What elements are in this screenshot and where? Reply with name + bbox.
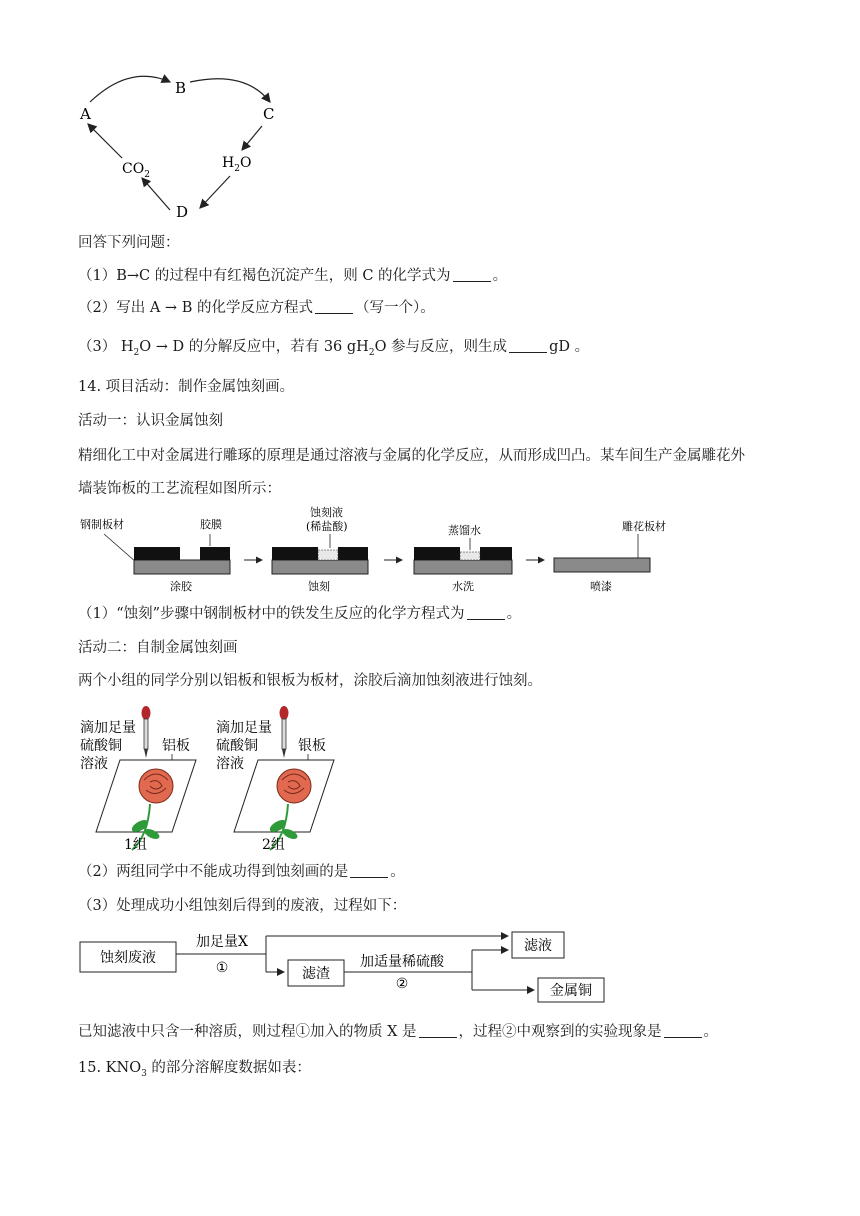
group1-name: 1组 bbox=[124, 837, 147, 852]
film-1a bbox=[134, 547, 180, 560]
arrow-h2o-d bbox=[200, 176, 230, 208]
q14-para2: 墙装饰板的工艺流程如图所示： bbox=[78, 481, 281, 497]
q14-title: 14. 项目活动：制作金属蚀刻画。 bbox=[78, 379, 295, 395]
plate-2 bbox=[272, 560, 368, 574]
answer-blank[interactable] bbox=[350, 863, 388, 878]
node-a: A bbox=[80, 105, 91, 123]
group2-label-1: 滴加足量 bbox=[216, 720, 272, 736]
groups-illustration bbox=[76, 704, 376, 852]
film-2a bbox=[272, 547, 318, 560]
q14-part3: （3）处理成功小组蚀刻后得到的废液，过程如下： bbox=[78, 898, 407, 914]
leader-steel bbox=[104, 534, 136, 562]
acid-pool bbox=[318, 550, 338, 560]
label-carved: 雕花板材 bbox=[622, 520, 666, 533]
q14-para1: 精细化工中对金属进行雕琢的原理是通过溶液与金属的化学反应，从而形成凹凸。某车间生产金属雕花外 bbox=[78, 448, 745, 464]
q13-part2: （2）写出 A → B 的化学反应方程式 （写一个）。 bbox=[78, 300, 435, 316]
label-film: 胶膜 bbox=[200, 518, 222, 531]
arrow-a-b bbox=[90, 76, 170, 102]
water-pool bbox=[460, 552, 480, 560]
residue-label: 滤渣 bbox=[302, 966, 330, 982]
answer-blank[interactable] bbox=[509, 338, 547, 353]
plate-4 bbox=[554, 558, 650, 572]
dropper-icon bbox=[142, 706, 151, 758]
q14-para3: 两个小组的同学分别以铝板和银板为板材，涂胶后滴加蚀刻液进行蚀刻。 bbox=[78, 673, 542, 689]
group1-label-3: 溶液 bbox=[80, 756, 108, 772]
q14-part1: （1）“蚀刻”步骤中钢制板材中的铁发生反应的化学方程式为 。 bbox=[78, 606, 522, 622]
dropper-icon bbox=[280, 706, 289, 758]
group2-label-3: 溶液 bbox=[216, 756, 244, 772]
add-x-label: 加足量X bbox=[196, 934, 248, 950]
step-coating: 涂胶 bbox=[170, 580, 192, 593]
answer-blank[interactable] bbox=[419, 1023, 457, 1038]
step1-marker: ① bbox=[215, 960, 229, 976]
q14-part2: （2）两组同学中不能成功得到蚀刻画的是 。 bbox=[78, 864, 405, 880]
cycle-diagram bbox=[70, 62, 290, 224]
q14-activity2: 活动二：自制金属蚀刻画 bbox=[78, 640, 238, 656]
co2-label: $CO_2$ bbox=[122, 161, 150, 180]
filtrate-label: 滤液 bbox=[524, 938, 552, 954]
step-painting: 喷漆 bbox=[590, 580, 612, 593]
answer-blank[interactable] bbox=[315, 299, 353, 314]
q14-activity1: 活动一：认识金属蚀刻 bbox=[78, 413, 223, 429]
answer-blank[interactable] bbox=[664, 1023, 702, 1038]
waste-label: 蚀刻废液 bbox=[100, 950, 156, 966]
q14-part3b: 已知滤液中只含一种溶质，则过程①加入的物质 X 是 ，过程②中观察到的实验现象是 。 bbox=[78, 1024, 719, 1040]
node-c: C bbox=[263, 105, 275, 123]
arrow-b-c bbox=[190, 79, 270, 102]
group1-plate: 铝板 bbox=[162, 738, 190, 754]
plate-1 bbox=[134, 560, 230, 574]
step2-marker: ② bbox=[395, 976, 409, 992]
waste-process-diagram bbox=[76, 926, 636, 1006]
film-1b bbox=[200, 547, 230, 560]
label-water: 蒸馏水 bbox=[448, 524, 481, 537]
q13-part1: （1）B→C 的过程中有红褐色沉淀产生，则 C 的化学式为 。 bbox=[78, 268, 508, 284]
label-etch-liquid: 蚀刻液 bbox=[310, 506, 343, 519]
right-arrow-icon: → bbox=[160, 300, 182, 316]
film-3a bbox=[414, 547, 460, 560]
group2-plate: 银板 bbox=[298, 738, 326, 754]
arrow-co2-a bbox=[88, 124, 122, 158]
node-b: B bbox=[175, 79, 187, 97]
step-etching: 蚀刻 bbox=[308, 580, 330, 593]
plate-3 bbox=[414, 560, 512, 574]
group2-name: 2组 bbox=[262, 837, 285, 852]
label-etch-acid: (稀盐酸) bbox=[306, 520, 348, 533]
right-arrow-icon: → bbox=[151, 339, 173, 355]
step-washing: 水洗 bbox=[452, 580, 474, 593]
film-3b bbox=[480, 547, 512, 560]
arrow-d-co2 bbox=[142, 178, 170, 210]
copper-label: 金属铜 bbox=[550, 983, 592, 999]
answer-blank[interactable] bbox=[453, 267, 491, 282]
node-d: D bbox=[176, 203, 189, 221]
label-steel: 钢制板材 bbox=[80, 518, 124, 531]
etching-flow-diagram bbox=[76, 504, 776, 596]
group1-label-1: 滴加足量 bbox=[80, 720, 136, 736]
q13-intro: 回答下列问题： bbox=[78, 235, 180, 251]
add-acid-label: 加适量稀硫酸 bbox=[360, 954, 444, 970]
group2-label-2: 硫酸铜 bbox=[216, 738, 258, 754]
q13-part3: （3） $H_2O \to D$ 的分解反应中，若有 36 $gH_2O$ 参与反应，则生成 gD 。 bbox=[78, 339, 590, 358]
group1-label-2: 硫酸铜 bbox=[80, 738, 122, 754]
arrow-c-h2o bbox=[242, 126, 262, 150]
h2o-label: $H_2O$ bbox=[222, 155, 252, 174]
right-arrow-icon: → bbox=[126, 268, 140, 284]
q15-title: 15. $KNO_3$ 的部分溶解度数据如表： bbox=[78, 1060, 311, 1079]
answer-blank[interactable] bbox=[467, 605, 505, 620]
film-2b bbox=[338, 547, 368, 560]
